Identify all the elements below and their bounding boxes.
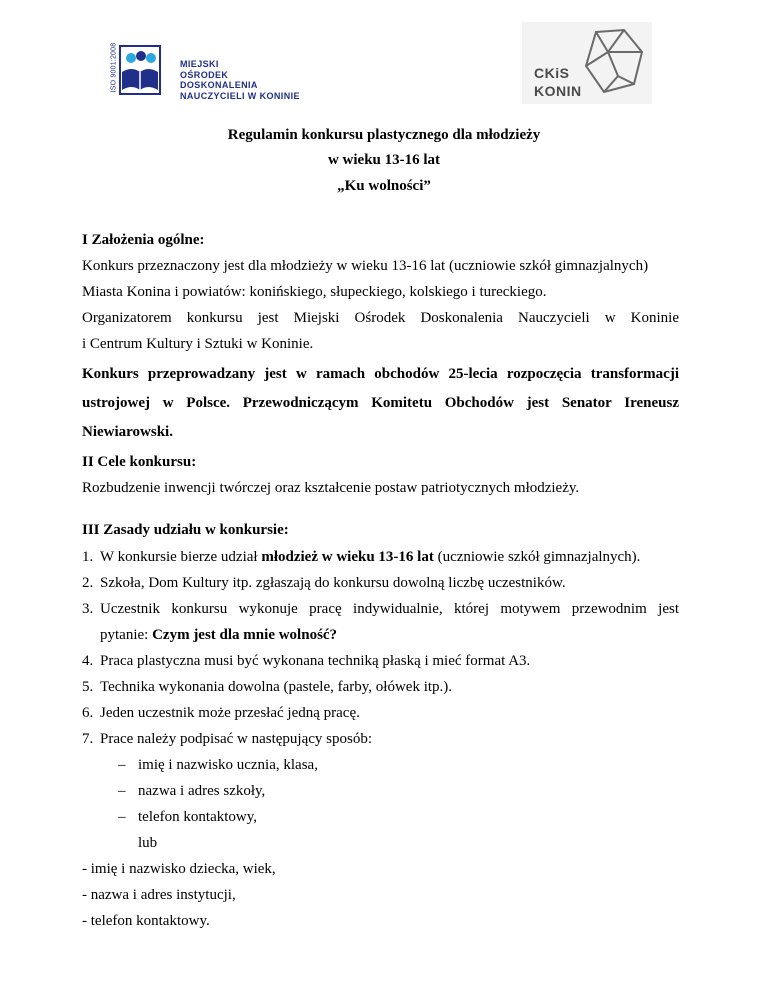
list-item: Uczestnik konkursu wykonuje pracę indywidualnie, której motywem przewodnim jest: [100, 601, 679, 617]
list-item: Praca plastyczna musi być wykonana techniką płaską i mieć format A3.: [100, 653, 531, 669]
alt-list-item: - nazwa i adres instytucji,: [82, 887, 236, 903]
mdn-logo-text: [180, 59, 300, 101]
logo-line: KONIN: [534, 83, 582, 99]
list-item: Jeden uczestnik może przesłać jedną pracę.: [100, 705, 360, 721]
paragraph-line: Rozbudzenie inwencji twórczej oraz kształcenie postaw patriotycznych młodzieży.: [82, 480, 580, 496]
list-number: 3.: [82, 601, 94, 617]
polyhedron-icon: [582, 26, 646, 96]
list-item-emphasis: młodzież w wieku 13-16 lat: [261, 549, 434, 565]
logo-line: OŚRODEK: [180, 69, 229, 80]
list-item-text: pytanie:: [100, 627, 153, 643]
mdn-konin-logo: [108, 42, 303, 102]
list-number: 6.: [82, 705, 94, 721]
paragraph-line: Organizatorem konkursu jest Miejski Ośrodek Doskonalenia Nauczycieli w Koninie: [82, 310, 679, 326]
sublist-item: imię i nazwisko ucznia, klasa,: [138, 757, 318, 773]
list-item: Technika wykonania dowolna (pastele, farby, ołówek itp.).: [100, 679, 453, 695]
list-number: 5.: [82, 679, 94, 695]
alt-list-item: - telefon kontaktowy.: [82, 913, 210, 929]
paragraph-line: Konkurs przeznaczony jest dla młodzieży w wieku 13-16 lat (uczniowie szkół gimnazjalnych): [82, 258, 649, 274]
logo-line: CKiS: [534, 65, 570, 81]
dash-bullet: –: [118, 757, 126, 773]
list-number: 1.: [82, 549, 94, 565]
list-item-text: W konkursie bierze udział: [100, 549, 262, 565]
dash-bullet: –: [118, 809, 126, 825]
section-heading: I Założenia ogólne:: [82, 232, 205, 248]
iso-label: ISO 9001:2008: [110, 42, 118, 93]
sublist-item: telefon kontaktowy,: [138, 809, 257, 825]
logo-line: DOSKONALENIA: [180, 80, 258, 90]
list-item: Prace należy podpisać w następujący sposób:: [100, 731, 372, 747]
logo-line: NAUCZYCIELI W KONINIE: [180, 90, 300, 101]
paragraph-line: Miasta Konina i powiatów: konińskiego, słupeckiego, kolskiego i tureckiego.: [82, 284, 547, 300]
logo-line: MIEJSKI: [180, 59, 219, 69]
list-number: 7.: [82, 731, 94, 747]
list-item: Szkoła, Dom Kultury itp. zgłaszają do konkursu dowolną liczbę uczestników.: [100, 575, 566, 591]
ckis-logo-text: [534, 64, 582, 100]
contest-name: „Ku wolności”: [337, 178, 431, 194]
paragraph-line: i Centrum Kultury i Sztuki w Koninie.: [82, 336, 314, 352]
paragraph-line: ustrojowej w Polsce. Przewodniczącym Komitetu Obchodów jest Senator Ireneusz: [82, 395, 679, 411]
dash-bullet: –: [118, 783, 126, 799]
paragraph-line: Konkurs przeprowadzany jest w ramach obchodów 25-lecia rozpoczęcia transformacji: [82, 366, 679, 382]
list-number: 2.: [82, 575, 94, 591]
paragraph-line: Niewiarowski.: [82, 424, 173, 440]
list-item-emphasis: Czym jest dla mnie wolność?: [152, 627, 338, 643]
list-number: 4.: [82, 653, 94, 669]
ckis-konin-logo: [522, 22, 652, 104]
alt-list-item: - imię i nazwisko dziecka, wiek,: [82, 861, 276, 877]
list-item: [100, 549, 640, 566]
list-item-continuation: [100, 627, 337, 644]
list-item-text: (uczniowie szkół gimnazjalnych).: [433, 549, 641, 565]
section-heading: II Cele konkursu:: [82, 454, 197, 470]
document-subtitle: w wieku 13-16 lat: [327, 152, 441, 168]
document-title: Regulamin konkursu plastycznego dla młodzieży: [227, 127, 541, 143]
sublist-item: nazwa i adres szkoły,: [138, 783, 266, 799]
or-label: lub: [138, 835, 158, 851]
section-heading: III Zasady udziału w konkursie:: [82, 522, 289, 538]
